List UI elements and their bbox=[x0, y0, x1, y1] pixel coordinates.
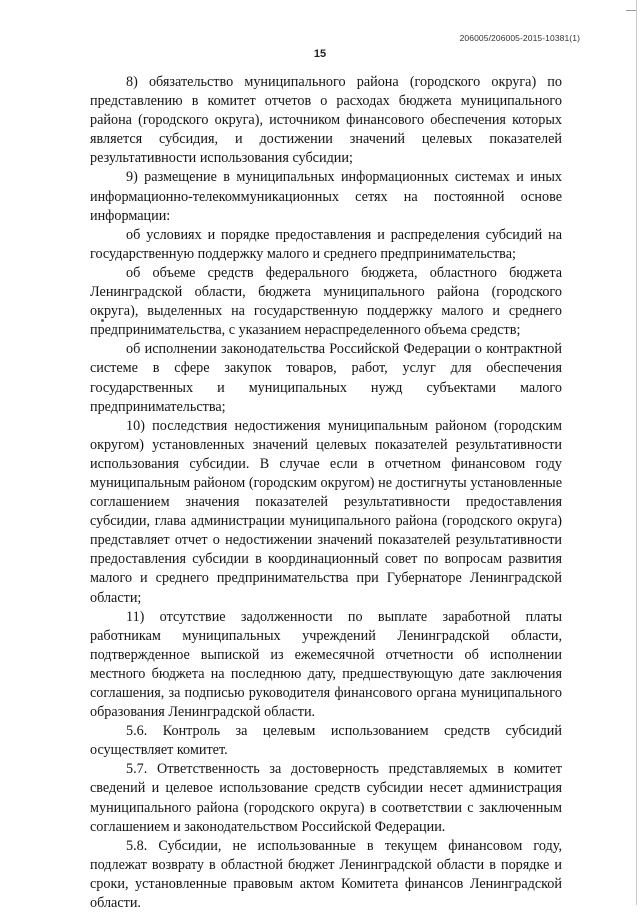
paragraph-budget-volume: об объеме средств федерального бюджета, областного бюджета Ленинградской области, бюджета муниципального района (городского округа), выделенных на государственную поддержку малого и среднего предпринимательства, с указанием нераспределенного объема средств; bbox=[90, 264, 562, 339]
paragraph-5-7: 5.7. Ответственность за достоверность представляемых в комитет сведений и целевое использование средств субсидии несет администрация муниципального района (городского округа) в соответствии с заключенным соглашением и законодательством Российской Федерации. bbox=[90, 761, 562, 835]
document-id: 206005/206005-2015-10381(1) bbox=[459, 33, 580, 43]
scan-edge-line bbox=[636, 0, 637, 905]
paragraph-subsidy-conditions: об условиях и порядке предоставления и распределения субсидий на государственную поддержку малого и среднего предпринимательства; bbox=[90, 226, 562, 262]
paragraph-5-6: 5.6. Контроль за целевым использованием средств субсидий осуществляет комитет. bbox=[90, 723, 562, 759]
paragraph-item-8: 8) обязательство муниципального района (городского округа) по представлению в комитет отчетов о расходах бюджета муниципального района (городского округа), источником финансового обеспечения которых является субсидия, и достижении значений целевых показателей результативности использования субсидии; bbox=[90, 74, 562, 167]
paragraph-procurement-law: об исполнении законодательства Российской Федерации о контрактной системе в сфере закупок товаров, работ, услуг для обеспечения государственных и муниципальных нужд субъектами малого предпринимательства; bbox=[90, 341, 562, 415]
paragraph-item-11: 11) отсутствие задолженности по выплате заработной платы работникам муниципальных учреждений Ленинградской области, подтвержденное выпиской из ежемесячной отчетности об исполнении местного бюджета на последнюю дату, предшествующую дате заключения соглашения, за подписью руководителя финансового органа муниципального образования Ленинградской области. bbox=[90, 608, 562, 721]
paragraph-item-10: 10) последствия недостижения муниципальным районом (городским округом) установленных значений целевых показателей результативности использования субсидии. В случае если в отчетном финансовом году муниципальным районом (городским округом) не достигнуты установленные соглашением значения показателей результативности предоставления субсидии, глава администрации муниципального района (городского округа) представляет отчет о недостижении значений показателей результативности предоставления субсидии в координационный совет по вопросам развития малого и среднего предпринимательства при Губернаторе Ленинградской области; bbox=[90, 417, 562, 606]
paragraph-5-8: 5.8. Субсидии, не использованные в текущем финансовом году, подлежат возврату в областной бюджет Ленинградской области в порядке и сроки, установленные правовым актом Комитета финансов Ленинградской области. bbox=[90, 837, 562, 912]
page-number: 15 bbox=[313, 48, 327, 60]
document-body bbox=[90, 73, 562, 913]
scan-edge-mark bbox=[626, 10, 636, 11]
paragraph-item-9: 9) размещение в муниципальных информационных системах и иных информационно-телекоммуникационных сетях на постоянной основе информации: bbox=[90, 169, 562, 224]
